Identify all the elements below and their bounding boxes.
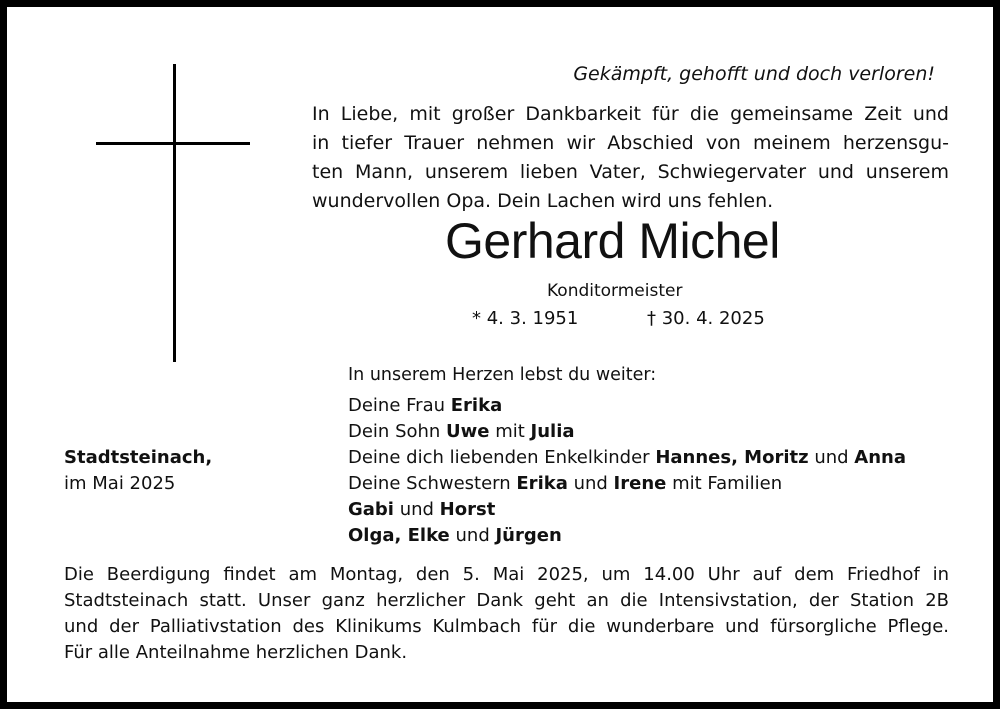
death-date: † 30. 4. 2025 [647, 308, 765, 329]
mourner-connector: mit [489, 421, 531, 442]
mourner-connector: und [449, 525, 496, 546]
mourner-name: Erika [450, 395, 503, 416]
mourner-name: Julia [530, 421, 575, 442]
mourner-relation: Deine dich liebenden Enkelkinder [348, 447, 656, 468]
mourner-name: Olga, Elke [348, 525, 450, 546]
mourner-name: Horst [439, 499, 496, 520]
place-and-date [64, 445, 212, 497]
mourner-name: Uwe [446, 421, 490, 442]
cross-vertical-bar [173, 64, 176, 362]
funeral-notice [64, 562, 949, 666]
mourner-connector: und [808, 447, 855, 468]
intro-text [312, 100, 949, 216]
mourner-line [348, 419, 906, 445]
intro-line: ten Mann, unserem lieben Vater, Schwiegervater und unserem [312, 161, 949, 183]
intro-line: In Liebe, mit großer Dankbarkeit für die gemeinsame Zeit und [312, 103, 949, 125]
mourner-relation: Deine Schwestern [348, 473, 517, 494]
intro-line: in tiefer Trauer nehmen wir Abschied von meinem herzensgu- [312, 132, 949, 154]
funeral-line: Stadtsteinach statt. Unser ganz herzlicher Dank geht an die Intensivstation, der Station 2B [64, 590, 949, 611]
funeral-line: Die Beerdigung findet am Montag, den 5. Mai 2025, um 14.00 Uhr auf dem Friedhof in [64, 564, 949, 585]
mourner-line [348, 393, 906, 419]
motto: Gekämpft, gehofft und doch verloren! [573, 63, 935, 85]
birth-date: * 4. 3. 1951 [472, 308, 579, 329]
place-city: Stadtsteinach, [64, 447, 213, 468]
mourner-name: Hannes, Moritz [655, 447, 809, 468]
mourner-relation: Dein Sohn [348, 421, 447, 442]
intro-line: wundervollen Opa. Dein Lachen wird uns fehlen. [312, 190, 774, 212]
mourner-relation: Deine Frau [348, 395, 451, 416]
cross-horizontal-bar [96, 142, 250, 145]
mourner-line [348, 471, 906, 497]
mourner-name: Jürgen [495, 525, 562, 546]
mourner-name: Anna [854, 447, 906, 468]
mourner-line [348, 445, 906, 471]
mourner-connector: und [393, 499, 440, 520]
remembrance-line: In unserem Herzen lebst du weiter: [348, 365, 657, 385]
deceased-name: Gerhard Michel [445, 213, 780, 269]
mourner-name: Erika [516, 473, 568, 494]
place-date: im Mai 2025 [64, 473, 176, 494]
mourner-connector: und [567, 473, 614, 494]
mourners-list [348, 393, 906, 549]
mourner-name: Gabi [348, 499, 394, 520]
deceased-profession: Konditormeister [547, 281, 683, 301]
mourner-line [348, 497, 906, 523]
life-dates [472, 308, 765, 329]
funeral-line: Für alle Anteilnahme herzlichen Dank. [64, 642, 408, 663]
mourner-suffix: mit Familien [666, 473, 783, 494]
mourner-line [348, 523, 906, 549]
mourner-name: Irene [613, 473, 667, 494]
funeral-line: und der Palliativstation des Klinikums Kulmbach für die wunderbare und fürsorgliche Pflege. [64, 616, 949, 637]
